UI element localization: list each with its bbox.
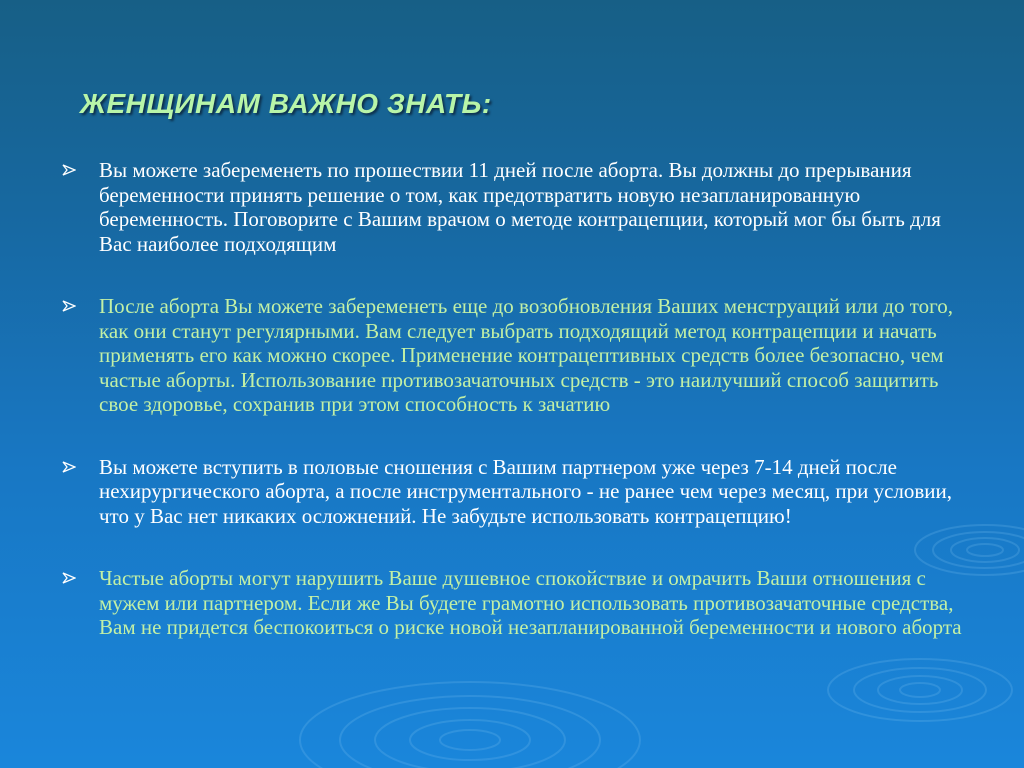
bullet-list [62, 158, 962, 678]
bullet-item [62, 158, 962, 256]
bullet-item [62, 455, 962, 529]
bullet-text: Вы можете вступить в половые сношения с Вашим партнером уже через 7-14 дней после нехирургического аборта, а после инструментального - не ранее чем через месяц, при условии, что у Вас нет никаких осложнений. Не забудьте использовать контрацепцию! [99, 454, 953, 528]
arrowhead-bullet-icon [62, 572, 76, 584]
bullet-item [62, 294, 962, 417]
arrowhead-bullet-icon [62, 164, 76, 176]
bullet-text: Вы можете забеременеть по прошествии 11 дней после аборта. Вы должны до прерывания беременности принять решение о том, как предотвратить новую незапланированную беременность. Поговорите с Вашим врачом о методе контрацепции, который мог бы быть для Вас наиболее подходящим [99, 158, 941, 256]
bullet-text: Частые аборты могут нарушить Ваше душевное спокойствие и омрачить Ваши отношения с мужем или партнером. Если же Вы будете грамотно использовать противозачаточные средства, Вам не придется беспокоиться о риске новой незапланированной беременности и нового аборта [99, 566, 962, 639]
slide-title: ЖЕНЩИНАМ ВАЖНО ЗНАТЬ: [80, 88, 492, 119]
bullet-item [62, 566, 962, 640]
bullet-text: После аборта Вы можете забеременеть еще до возобновления Ваших менструаций или до того, как они станут регулярными. Вам следует выбрать подходящий метод контрацепции и начать применять его как можно скорее. Применение контрацептивных средств более безопасно, чем частые аборты. Использование противозачаточных средств - это наилучший способ защитить свое здоровье, сохранив при этом способность к зачатию [99, 294, 953, 416]
arrowhead-bullet-icon [62, 461, 76, 473]
arrowhead-bullet-icon [62, 300, 76, 312]
